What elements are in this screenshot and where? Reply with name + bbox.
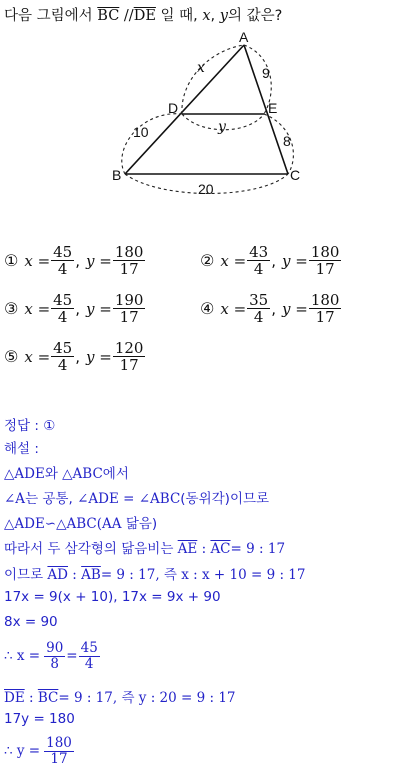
comma: , — [210, 8, 216, 24]
numerator: 35 — [249, 291, 269, 309]
choice-number: ④ — [200, 299, 215, 319]
y-fraction — [309, 292, 342, 325]
numerator: 45 — [53, 291, 73, 309]
y-equals: y = — [282, 251, 308, 270]
solution-line-7: 8x = 90 — [4, 614, 58, 630]
label-c: C — [290, 167, 301, 183]
y-equals: y = — [86, 347, 112, 366]
text: 즉 — [121, 690, 135, 706]
text: 닮음) — [125, 516, 158, 532]
triangle-ade: △ADE — [4, 466, 45, 482]
numerator: 45 — [53, 243, 73, 261]
measure-8: 8 — [283, 133, 291, 149]
separator: , — [75, 251, 81, 270]
denominator: 17 — [119, 356, 139, 375]
label-e: E — [268, 100, 278, 116]
denominator: 17 — [315, 308, 335, 327]
segment-ad: $\overline{AD}$ — [47, 567, 68, 583]
x-equals: x = — [24, 299, 51, 318]
choice-number: ② — [200, 251, 215, 271]
segment-ab: $\overline{AB}$ — [81, 567, 101, 583]
separator: , — [75, 347, 81, 366]
triangle-diagram — [0, 0, 400, 200]
numerator: 180 — [310, 291, 340, 309]
choice-number: ⑤ — [4, 347, 19, 367]
text: 즉 — [163, 567, 177, 583]
solution-line-2 — [4, 487, 269, 507]
segment-bc: $\overline{BC}$ — [37, 690, 59, 706]
text: 는 공통, — [25, 491, 73, 507]
ratio: = 9 : 17, — [100, 567, 160, 583]
answer-label: 정답 : ① — [4, 418, 56, 434]
segment-de: $\overline{DE}$ — [133, 8, 156, 24]
text: (동위각) — [180, 491, 230, 507]
numerator: 180 — [114, 243, 144, 261]
numerator: 45 — [80, 640, 98, 656]
question-prefix: 다음 그림에서 — [4, 8, 93, 24]
parallel-symbol: // — [123, 8, 134, 24]
fraction — [79, 641, 100, 671]
text: 에서 — [102, 466, 129, 482]
var-x: x — [202, 8, 211, 24]
triangle-abc: △ABC — [62, 466, 103, 482]
x-fraction — [51, 340, 74, 373]
x-fraction — [51, 244, 74, 277]
equals: = — [66, 648, 78, 665]
choice-3[interactable] — [4, 292, 146, 325]
x-equals: x = — [24, 347, 51, 366]
x-equals: x = — [24, 251, 51, 270]
solution-line-4 — [4, 537, 285, 557]
denominator: 17 — [50, 750, 68, 767]
numerator: 45 — [53, 339, 73, 357]
denominator: 8 — [50, 655, 59, 672]
solution-line-6: 17x = 9(x + 10), 17x = 9x + 90 — [4, 589, 221, 605]
numerator: 180 — [46, 735, 72, 751]
x-fraction — [51, 292, 74, 325]
choice-number: ③ — [4, 299, 19, 319]
denominator: 17 — [119, 308, 139, 327]
y-fraction — [113, 340, 146, 373]
denominator: 4 — [253, 308, 264, 327]
separator: , — [271, 299, 277, 318]
x-equals: x = — [220, 299, 247, 318]
text: 이므로 — [229, 491, 270, 507]
y-equals: y = — [282, 299, 308, 318]
question-suffix: 의 값은? — [227, 8, 283, 24]
text: 따라서 두 삼각형의 닮음비는 — [4, 541, 174, 557]
x-fraction — [247, 244, 270, 277]
denominator: 17 — [315, 260, 335, 279]
numerator: 120 — [114, 339, 144, 357]
y-equals: y = — [86, 251, 112, 270]
proportion: y : 20 = 9 : 17 — [138, 690, 236, 706]
choice-1[interactable] — [4, 244, 146, 277]
question-mid: 일 때, — [160, 8, 198, 24]
y-fraction — [113, 292, 146, 325]
fraction — [44, 641, 65, 671]
segment-bc: $\overline{BC}$ — [97, 8, 120, 24]
segment-ac: $\overline{AC}$ — [210, 541, 231, 557]
solution-line-11 — [4, 736, 75, 766]
denominator: 4 — [57, 356, 68, 375]
angle-equation: ∠ADE = ∠ABC — [77, 491, 181, 507]
solution-line-9 — [4, 686, 236, 706]
y-fraction — [309, 244, 342, 277]
solution-line-8 — [4, 641, 101, 671]
similarity-statement: △ADE∽△ABC(AA — [4, 516, 122, 532]
angle-a: ∠A — [4, 491, 26, 507]
denominator: 4 — [253, 260, 264, 279]
measure-20: 20 — [198, 181, 214, 197]
therefore-y: ∴ y = — [4, 743, 41, 760]
label-d: D — [168, 100, 179, 116]
explanation-label: 해설 : — [4, 441, 39, 457]
denominator: 4 — [57, 308, 68, 327]
proportion: x : x + 10 = 9 : 17 — [181, 567, 306, 583]
numerator: 43 — [249, 243, 269, 261]
colon: : — [28, 690, 34, 706]
solution-line-1 — [4, 462, 129, 482]
solution-line-10: 17y = 180 — [4, 711, 75, 727]
numerator: 190 — [114, 291, 144, 309]
solution-line-5 — [4, 563, 306, 583]
choice-2[interactable] — [200, 244, 342, 277]
choice-4[interactable] — [200, 292, 342, 325]
x-equals: x = — [220, 251, 247, 270]
measure-x: x — [197, 60, 205, 76]
numerator: 180 — [310, 243, 340, 261]
text: 이므로 — [4, 567, 44, 583]
label-b: B — [112, 167, 122, 183]
colon: : — [201, 541, 207, 557]
therefore-x: ∴ x = — [4, 648, 41, 665]
y-equals: y = — [86, 299, 112, 318]
var-y: y — [219, 8, 228, 24]
denominator: 17 — [119, 260, 139, 279]
colon: : — [72, 567, 77, 583]
choice-5[interactable] — [4, 340, 146, 373]
label-a: A — [239, 29, 249, 45]
fraction — [44, 736, 74, 766]
ratio: = 9 : 17 — [230, 541, 286, 557]
measure-10: 10 — [133, 124, 149, 140]
solution-line-3 — [4, 512, 157, 532]
x-fraction — [247, 292, 270, 325]
measure-y: y — [218, 119, 226, 135]
numerator: 90 — [46, 640, 64, 656]
denominator: 4 — [57, 260, 68, 279]
segment-de: $\overline{DE}$ — [4, 690, 25, 706]
denominator: 4 — [84, 655, 94, 672]
side-ab — [125, 45, 244, 174]
choice-number: ① — [4, 251, 19, 271]
text: 와 — [44, 466, 58, 482]
measure-9: 9 — [262, 65, 270, 81]
y-fraction — [113, 244, 146, 277]
ratio: = 9 : 17, — [58, 690, 118, 706]
segment-ae: $\overline{AE}$ — [177, 541, 198, 557]
separator: , — [271, 251, 277, 270]
separator: , — [75, 299, 81, 318]
